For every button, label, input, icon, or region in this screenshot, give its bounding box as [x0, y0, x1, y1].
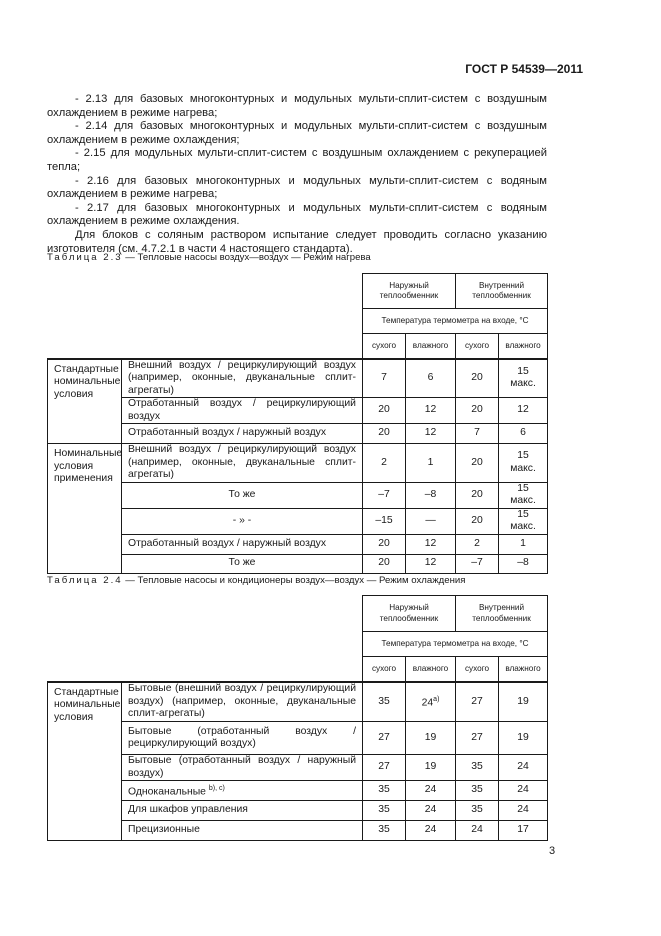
- value-cell: [499, 682, 548, 722]
- value-cell: [499, 554, 548, 573]
- value-text: 1: [520, 537, 526, 549]
- value-cell: [406, 508, 456, 534]
- value-text: 35: [471, 804, 483, 816]
- dry-header: сухого: [456, 657, 499, 682]
- value-cell: [406, 682, 456, 722]
- table-2-4-caption: [47, 575, 465, 586]
- table-row: [48, 444, 548, 483]
- value-text: 24: [517, 804, 529, 816]
- row-description: [122, 424, 363, 444]
- value-cell: [406, 398, 456, 424]
- description-text: Внешний воздух / рециркулирующий воздух (например, оконные, двуканальные сплит-агрегаты): [128, 359, 356, 396]
- value-text: 27: [378, 761, 390, 773]
- value-text: 20: [471, 456, 483, 468]
- value-cell: [363, 482, 406, 508]
- value-cell: [456, 444, 499, 483]
- value-text: 24: [517, 784, 529, 796]
- value-text: 35: [471, 784, 483, 796]
- value-cell: [406, 755, 456, 781]
- description-text: То же: [228, 488, 256, 500]
- table-row: [48, 801, 548, 821]
- table-title: — Тепловые насосы и кондиционеры воздух—воздух — Режим охлаждения: [122, 575, 466, 586]
- temp-header: Температура термометра на входе, °С: [363, 632, 548, 657]
- value-cell: [499, 821, 548, 841]
- value-cell: [499, 781, 548, 801]
- row-description: [122, 781, 363, 801]
- value-text: —: [425, 514, 436, 526]
- value-cell: [456, 821, 499, 841]
- wet-header: влажного: [406, 657, 456, 682]
- value-cell: [456, 722, 499, 755]
- value-cell: [406, 801, 456, 821]
- value-cell: [456, 682, 499, 722]
- wet-header: влажного: [499, 657, 548, 682]
- row-description: [122, 444, 363, 483]
- description-text: Бытовые (отработанный воздух / рециркулирующий воздух): [128, 725, 356, 749]
- table-2-3: [47, 273, 548, 574]
- value-cell: [406, 534, 456, 554]
- row-description: [122, 398, 363, 424]
- row-description: [122, 359, 363, 398]
- table-title: — Тепловые насосы воздух—воздух — Режим нагрева: [122, 252, 371, 263]
- value-cell: [363, 755, 406, 781]
- document-id: ГОСТ Р 54539—2011: [465, 62, 583, 76]
- value-text: 20: [378, 427, 390, 439]
- value-text: 15 макс.: [510, 365, 536, 390]
- value-text: 20: [378, 557, 390, 569]
- value-cell: [363, 554, 406, 573]
- description-text: Отработанный воздух / наружный воздух: [128, 537, 327, 549]
- table-row: [48, 482, 548, 508]
- value-cell: [499, 534, 548, 554]
- dry-header: сухого: [456, 334, 499, 359]
- condition-group: Стандартные номинальные условия: [48, 359, 122, 444]
- table-row: [48, 424, 548, 444]
- table-row: [48, 359, 548, 398]
- page-number: 3: [549, 845, 556, 857]
- table-label: Таблица 2.3: [47, 252, 123, 263]
- value-cell: [499, 359, 548, 398]
- value-text: 15 макс.: [510, 450, 536, 474]
- value-text: –8: [517, 557, 529, 569]
- description-text: Отработанный воздух / рециркулирующий воздух: [128, 398, 356, 422]
- description-text: Одноканальные: [128, 785, 209, 797]
- value-text: 19: [517, 695, 529, 707]
- row-description: [122, 508, 363, 534]
- description-text: Для шкафов управления: [128, 804, 248, 816]
- value-cell: [456, 554, 499, 573]
- value-cell: [499, 398, 548, 424]
- dry-header: сухого: [363, 334, 406, 359]
- value-cell: [456, 534, 499, 554]
- value-cell: [406, 554, 456, 573]
- description-text: То же: [228, 557, 256, 569]
- value-text: 24: [471, 824, 483, 836]
- value-cell: [456, 359, 499, 398]
- table-row: [48, 781, 548, 801]
- row-description: [122, 554, 363, 573]
- temp-header: Температура термометра на входе, °С: [363, 309, 548, 334]
- row-description: [122, 682, 363, 722]
- outdoor-header: Наружный теплообменник: [363, 596, 456, 632]
- outdoor-header: Наружный теплообменник: [363, 274, 456, 309]
- value-text: 35: [378, 695, 390, 707]
- value-text: 1: [427, 456, 434, 468]
- condition-group: Номинальные условия применения: [48, 444, 122, 574]
- row-description: [122, 482, 363, 508]
- table-row: [48, 821, 548, 841]
- value-text: 24: [421, 697, 434, 709]
- value-cell: [406, 722, 456, 755]
- footnote-ref: a): [433, 695, 440, 703]
- value-cell: [363, 722, 406, 755]
- table-row: [48, 534, 548, 554]
- value-text: 35: [378, 784, 390, 796]
- table-row: [48, 755, 548, 781]
- body-text: [47, 93, 547, 256]
- value-cell: [456, 398, 499, 424]
- value-text: 20: [471, 404, 483, 416]
- value-cell: [456, 755, 499, 781]
- row-description: [122, 755, 363, 781]
- row-description: [122, 534, 363, 554]
- value-text: 24: [424, 784, 437, 796]
- value-text: 20: [378, 404, 390, 416]
- value-text: –7: [378, 488, 390, 500]
- dry-header: сухого: [363, 657, 406, 682]
- value-text: 17: [517, 824, 529, 836]
- value-cell: [499, 424, 548, 444]
- value-cell: [363, 821, 406, 841]
- value-text: 12: [424, 427, 437, 439]
- description-text: - » -: [232, 514, 252, 526]
- value-cell: [499, 755, 548, 781]
- header-blank: [48, 274, 363, 359]
- value-cell: [363, 424, 406, 444]
- value-text: 27: [471, 695, 483, 707]
- paragraph: - 2.17 для базовых многоконтурных и модульных мульти-сплит-систем с водяным охлаждением в режиме охлаждения.: [47, 201, 547, 228]
- value-cell: [456, 424, 499, 444]
- header-blank: [48, 596, 363, 682]
- value-cell: [456, 508, 499, 534]
- value-cell: [456, 482, 499, 508]
- table-2-4: [47, 595, 548, 841]
- value-cell: [363, 359, 406, 398]
- value-text: 20: [471, 372, 483, 383]
- value-cell: [406, 821, 456, 841]
- row-description: [122, 821, 363, 841]
- wet-header: влажного: [406, 334, 456, 359]
- value-text: 19: [424, 761, 437, 773]
- value-text: 24: [424, 824, 437, 836]
- value-text: 6: [427, 372, 434, 383]
- indoor-header: Внутренний теплообменник: [456, 274, 548, 309]
- row-description: [122, 722, 363, 755]
- value-text: 20: [471, 514, 483, 526]
- value-text: –8: [424, 488, 437, 500]
- paragraph: - 2.13 для базовых многоконтурных и модульных мульти-сплит-систем с воздушным охлаждением в режиме нагрева;: [47, 93, 547, 119]
- row-description: [122, 801, 363, 821]
- value-text: 19: [517, 731, 529, 743]
- value-text: 19: [424, 731, 437, 743]
- description-text: Отработанный воздух / наружный воздух: [128, 427, 327, 439]
- value-cell: [499, 508, 548, 534]
- value-text: 2: [474, 537, 480, 549]
- value-text: 2: [381, 456, 387, 468]
- description-text: Бытовые (внешний воздух / рециркулирующий воздух) (например, оконные, двуканальные сплит-агрегаты): [128, 683, 356, 719]
- value-text: 6: [520, 427, 526, 439]
- paragraph: - 2.14 для базовых многоконтурных и модульных мульти-сплит-систем с воздушным охлаждением в режиме охлаждения;: [47, 120, 547, 146]
- value-cell: [499, 482, 548, 508]
- description-text: Бытовые (отработанный воздух / наружный воздух): [128, 755, 356, 779]
- value-cell: [406, 781, 456, 801]
- value-text: 12: [424, 537, 437, 549]
- value-text: 35: [378, 804, 390, 816]
- value-cell: [406, 482, 456, 508]
- table-row: [48, 508, 548, 534]
- value-cell: [363, 801, 406, 821]
- value-text: 12: [424, 404, 437, 416]
- value-text: 12: [517, 404, 529, 416]
- table-row: [48, 398, 548, 424]
- value-text: 7: [381, 372, 387, 383]
- paragraph: - 2.15 для модульных мульти-сплит-систем с воздушным охлаждением с рекуперацией тепла;: [47, 147, 547, 173]
- value-cell: [363, 398, 406, 424]
- value-cell: [363, 781, 406, 801]
- table-label: Таблица 2.4: [47, 575, 123, 586]
- value-text: 15 макс.: [510, 508, 536, 532]
- table-2-3-caption: [47, 252, 371, 263]
- table-row: [48, 722, 548, 755]
- value-text: –7: [471, 557, 483, 569]
- value-cell: [363, 682, 406, 722]
- value-text: –15: [375, 514, 393, 526]
- value-text: 35: [471, 761, 483, 773]
- value-cell: [456, 781, 499, 801]
- paragraph: Для блоков с соляным раствором испытание следует проводить согласно указанию изготовителя (см. 4.7.2.1 в части 4 настоящего стандарта).: [47, 228, 547, 255]
- value-text: 27: [471, 731, 483, 743]
- value-cell: [363, 444, 406, 483]
- value-cell: [406, 444, 456, 483]
- value-text: 24: [424, 804, 437, 816]
- value-text: 27: [378, 731, 390, 743]
- table-row: [48, 682, 548, 722]
- value-cell: [363, 534, 406, 554]
- condition-group: Стандартные номинальные условия: [48, 682, 122, 841]
- wet-header: влажного: [499, 334, 548, 359]
- value-text: 15 макс.: [510, 482, 536, 506]
- paragraph: - 2.16 для базовых многоконтурных и модульных мульти-сплит-систем с водяным охлаждением в режиме нагрева;: [47, 174, 547, 201]
- value-cell: [406, 359, 456, 398]
- value-text: 20: [471, 488, 483, 500]
- value-text: 12: [424, 557, 437, 569]
- indoor-header: Внутренний теплообменник: [456, 596, 548, 632]
- value-cell: [456, 801, 499, 821]
- value-cell: [363, 508, 406, 534]
- value-cell: [499, 722, 548, 755]
- value-text: 35: [378, 824, 390, 836]
- value-text: 24: [517, 761, 529, 773]
- value-text: 7: [474, 427, 480, 439]
- value-text: 20: [378, 537, 390, 549]
- value-cell: [499, 444, 548, 483]
- table-row: [48, 554, 548, 573]
- value-cell: [406, 424, 456, 444]
- footnote-ref: b), c): [208, 784, 225, 792]
- description-text: Внешний воздух / рециркулирующий воздух (например, оконные, двуканальные сплит-агрегаты): [128, 444, 356, 480]
- value-cell: [499, 801, 548, 821]
- description-text: Прецизионные: [128, 824, 200, 836]
